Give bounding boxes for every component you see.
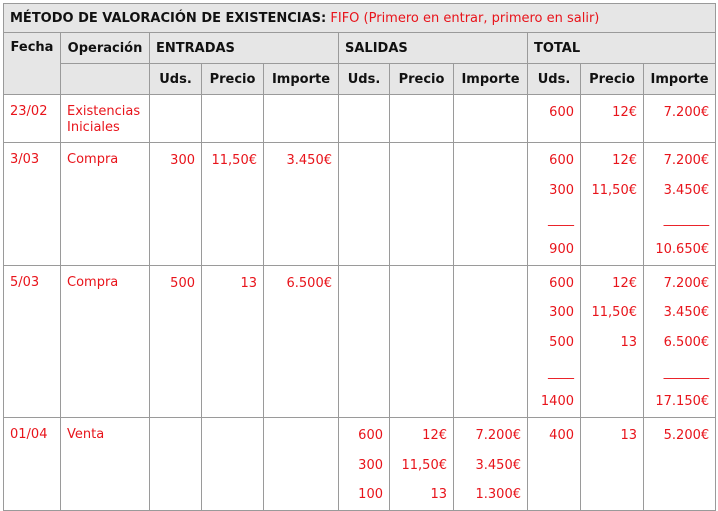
row-fecha: 23/02: [4, 95, 61, 143]
cell-line: ____: [548, 212, 574, 228]
row-entradas-uds: [150, 265, 202, 417]
row-entradas-precio: [202, 143, 264, 266]
row-total-importe: [644, 265, 716, 417]
cell-line: 7.200€: [475, 428, 521, 444]
table-body: [4, 95, 716, 511]
row-total-uds: [528, 418, 581, 511]
cell-line: 7.200€: [663, 153, 710, 168]
valuation-table: [3, 3, 716, 511]
header-operacion-spacer: [61, 64, 150, 95]
cell-line: 600: [549, 153, 574, 168]
row-entradas-importe: [264, 265, 339, 417]
row-operacion: Compra: [61, 265, 150, 417]
row-total-uds: [528, 143, 581, 266]
row-salidas-uds: [339, 143, 390, 266]
header-total-precio: Precio: [581, 64, 644, 95]
cell-line: 11,50€: [401, 457, 447, 473]
cell-line: 7.200€: [663, 105, 710, 120]
row-total-importe: [644, 143, 716, 266]
cell-line: 600: [549, 105, 574, 120]
cell-line: 11,50€: [211, 153, 257, 168]
title-row: [4, 4, 716, 33]
header-total: TOTAL: [528, 33, 716, 64]
row-total-importe: [644, 95, 716, 143]
row-entradas-importe: [264, 143, 339, 266]
row-salidas-uds: [339, 95, 390, 143]
row-operacion: Compra: [61, 143, 150, 266]
cell-line: ____: [548, 364, 574, 380]
sub-header-row: [4, 64, 716, 95]
row-entradas-precio: [202, 95, 264, 143]
row-total-precio: [581, 418, 644, 511]
cell-line: 400: [549, 428, 574, 444]
cell-line: 12€: [612, 275, 637, 291]
row-total-importe: [644, 418, 716, 511]
cell-line: 600: [358, 428, 383, 444]
cell-line: 17.150€: [655, 394, 710, 410]
cell-line: 7.200€: [663, 275, 710, 291]
row-operacion: Existencias Iniciales: [61, 95, 150, 143]
row-salidas-importe: [454, 95, 528, 143]
title-method: FIFO (Primero en entrar, primero en salir): [330, 10, 600, 26]
row-salidas-importe: [454, 143, 528, 266]
row-salidas-uds: [339, 265, 390, 417]
table-row: [4, 95, 716, 143]
row-total-uds: [528, 265, 581, 417]
cell-line: 600: [549, 275, 574, 291]
row-salidas-importe: [454, 265, 528, 417]
row-operacion: Venta: [61, 418, 150, 511]
cell-line: 12€: [422, 428, 447, 444]
row-salidas-importe: [454, 418, 528, 511]
table-row: [4, 265, 716, 417]
cell-line: 500: [170, 275, 195, 291]
row-total-precio: [581, 265, 644, 417]
row-entradas-uds: [150, 95, 202, 143]
header-entradas-uds: Uds.: [150, 64, 202, 95]
header-salidas-importe: Importe: [454, 64, 528, 95]
table-title: [4, 4, 716, 33]
cell-line: 3.450€: [663, 305, 710, 321]
row-salidas-uds: [339, 418, 390, 511]
row-total-precio: [581, 143, 644, 266]
cell-line: [587, 364, 637, 394]
cell-line: [587, 211, 637, 241]
row-salidas-precio: [390, 265, 454, 417]
row-total-uds: [528, 95, 581, 143]
row-entradas-importe: [264, 418, 339, 511]
cell-line: _______: [663, 212, 710, 228]
title-label: MÉTODO DE VALORACIÓN DE EXISTENCIAS:: [10, 10, 327, 26]
row-entradas-uds: [150, 143, 202, 266]
cell-line: 12€: [612, 153, 637, 168]
header-salidas-uds: Uds.: [339, 64, 390, 95]
cell-line: 300: [170, 153, 195, 168]
cell-line: 3.450€: [475, 457, 521, 473]
cell-line: 6.500€: [286, 275, 332, 291]
header-salidas: SALIDAS: [339, 33, 528, 64]
cell-line: 900: [549, 241, 574, 257]
row-entradas-uds: [150, 418, 202, 511]
table-row: [4, 418, 716, 511]
cell-line: 12€: [612, 105, 637, 120]
row-total-precio: [581, 95, 644, 143]
cell-line: 300: [549, 305, 574, 321]
header-salidas-precio: Precio: [390, 64, 454, 95]
cell-line: 13: [430, 487, 447, 503]
cell-line: 300: [358, 457, 383, 473]
cell-line: 13: [620, 334, 637, 350]
cell-line: 11,50€: [591, 305, 637, 321]
header-entradas: ENTRADAS: [150, 33, 339, 64]
cell-line: 13: [620, 428, 637, 444]
cell-line: 10.650€: [655, 241, 710, 257]
row-entradas-precio: [202, 418, 264, 511]
row-fecha: 01/04: [4, 418, 61, 511]
row-salidas-precio: [390, 418, 454, 511]
header-entradas-importe: Importe: [264, 64, 339, 95]
header-total-uds: Uds.: [528, 64, 581, 95]
header-operacion: Operación: [61, 33, 150, 64]
table-row: [4, 143, 716, 266]
cell-line: 3.450€: [286, 153, 332, 168]
row-salidas-precio: [390, 143, 454, 266]
cell-line: 1.300€: [475, 487, 521, 503]
row-entradas-importe: [264, 95, 339, 143]
header-entradas-precio: Precio: [202, 64, 264, 95]
cell-line: 3.450€: [663, 182, 710, 198]
cell-line: 13: [240, 275, 257, 291]
group-header-row: [4, 33, 716, 64]
cell-line: 500: [549, 334, 574, 350]
row-fecha: 5/03: [4, 265, 61, 417]
row-fecha: 3/03: [4, 143, 61, 266]
cell-line: 6.500€: [663, 334, 710, 350]
cell-line: 100: [358, 487, 383, 503]
header-total-importe: Importe: [644, 64, 716, 95]
cell-line: 5.200€: [663, 428, 710, 444]
row-salidas-precio: [390, 95, 454, 143]
cell-line: 1400: [540, 394, 574, 410]
cell-line: 11,50€: [591, 182, 637, 198]
cell-line: _______: [663, 364, 710, 380]
cell-line: 300: [549, 182, 574, 198]
header-fecha: Fecha: [4, 33, 61, 95]
row-entradas-precio: [202, 265, 264, 417]
